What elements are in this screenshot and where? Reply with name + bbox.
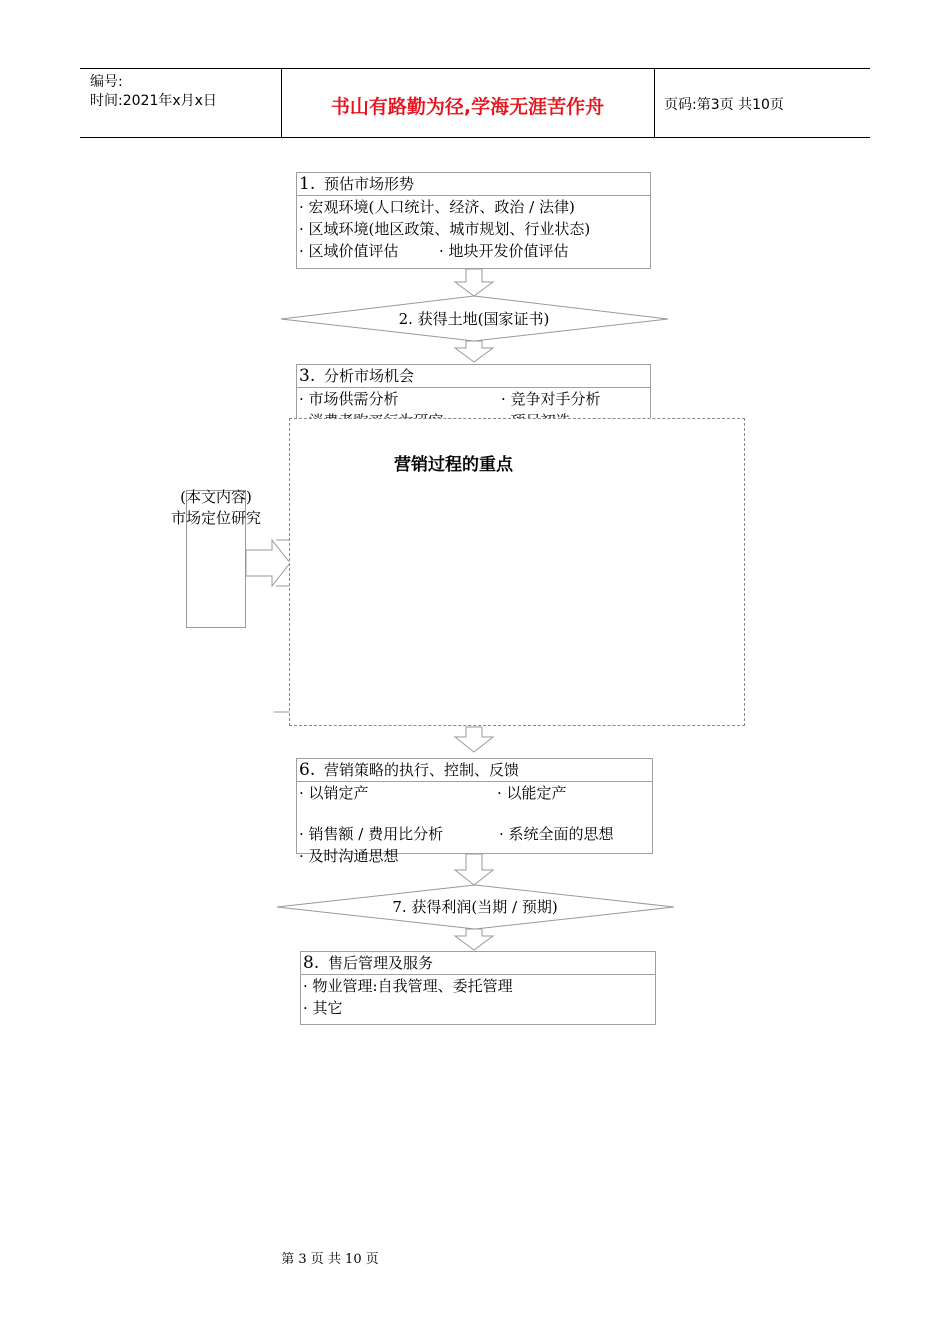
step-7-label: 7. 获得利润(当期 / 预期) bbox=[392, 898, 558, 916]
step-6-item: · 及时沟通思想 bbox=[299, 847, 399, 865]
focus-overlay-box bbox=[289, 418, 745, 726]
step-8-header bbox=[301, 952, 655, 975]
doc-time-label: 时间:2021年x月x日 bbox=[90, 93, 217, 109]
step-6-header bbox=[297, 759, 652, 782]
step-6-item: · 以销定产 bbox=[299, 784, 369, 802]
step-6-item: · 销售额 / 费用比分析 bbox=[299, 825, 444, 843]
step-1-title: 预估市场形势 bbox=[324, 175, 415, 193]
step-3-item: · 市场供需分析 bbox=[299, 390, 399, 408]
step-3-header bbox=[297, 365, 650, 388]
step-8-title: 售后管理及服务 bbox=[328, 954, 434, 972]
down-arrow-3 bbox=[455, 727, 493, 752]
doc-number-label: 编号: bbox=[90, 74, 123, 90]
step-1-item: · 区域环境(地区政策、城市规划、行业状态) bbox=[299, 220, 591, 238]
flow-step-6 bbox=[296, 758, 653, 865]
step-8-item: · 其它 bbox=[303, 999, 343, 1017]
page-footer bbox=[0, 1248, 950, 1267]
step-3-number: 3. bbox=[299, 366, 316, 386]
down-arrow-4 bbox=[455, 854, 493, 885]
step-2-label: 2. 获得土地(国家证书) bbox=[398, 310, 550, 328]
down-arrow-5 bbox=[455, 929, 493, 950]
step-8-number: 8. bbox=[303, 953, 320, 973]
step-1-number: 1. bbox=[299, 174, 316, 194]
step-1-item: · 宏观环境(人口统计、经济、政治 / 法律) bbox=[299, 198, 575, 216]
focus-title: 营销过程的重点 bbox=[394, 455, 513, 475]
side-note-line: (本文内容) bbox=[180, 488, 252, 506]
header-page-number: 页码:第3页 共10页 bbox=[664, 97, 784, 113]
header-motto: 书山有路勤为径,学海无涯苦作舟 bbox=[330, 96, 605, 118]
step-3-title: 分析市场机会 bbox=[324, 367, 415, 385]
down-arrow-2 bbox=[455, 341, 493, 362]
right-arrow-side bbox=[246, 540, 290, 586]
flow-step-3 bbox=[296, 364, 651, 424]
step-6-item: · 以能定产 bbox=[497, 784, 567, 802]
side-note bbox=[160, 487, 272, 529]
down-arrow-1 bbox=[455, 269, 493, 296]
step-1-header bbox=[297, 173, 650, 196]
step-3-item: · 竞争对手分析 bbox=[501, 390, 601, 408]
step-8-item: · 物业管理:自我管理、委托管理 bbox=[303, 977, 513, 995]
side-note-line: 市场定位研究 bbox=[170, 509, 261, 527]
step-6-number: 6. bbox=[299, 760, 316, 780]
flow-step-1 bbox=[296, 172, 651, 269]
step-1-item: · 地块开发价值评估 bbox=[439, 242, 569, 260]
step-6-item: · 系统全面的思想 bbox=[499, 825, 614, 843]
flow-step-8 bbox=[300, 951, 656, 1025]
footer-page-number: 第 3 页 共 10 页 bbox=[281, 1252, 379, 1267]
step-1-item: · 区域价值评估 bbox=[299, 242, 399, 260]
step-6-title: 营销策略的执行、控制、反馈 bbox=[324, 761, 520, 779]
